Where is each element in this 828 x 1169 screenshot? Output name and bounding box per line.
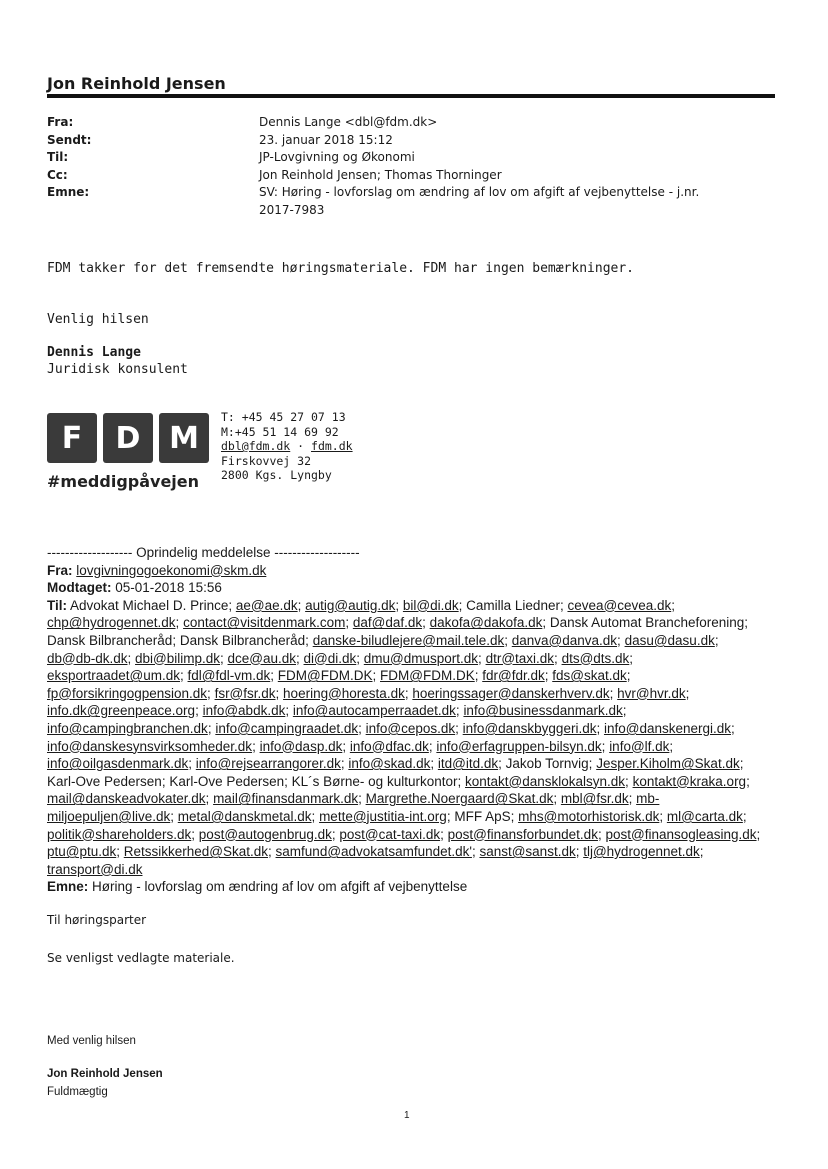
recipient-link[interactable]: info@danskesynsvirksomheder.dk <box>47 738 253 754</box>
recipient-link[interactable]: tlj@hydrogennet.dk <box>583 844 700 860</box>
recipient-link[interactable]: daf@daf.dk <box>352 615 423 631</box>
original-closing: Med venlig hilsen <box>47 1035 136 1047</box>
contact-web-link[interactable]: fdm.dk <box>311 439 353 453</box>
header-value: JP-Lovgivning og Økonomi <box>259 150 415 164</box>
recipient-link[interactable]: dbi@bilimp.dk <box>135 650 221 666</box>
recipient-link[interactable]: ae@ae.dk <box>235 597 298 613</box>
recipient-link[interactable]: danske-biludlejere@mail.tele.dk <box>312 632 505 648</box>
recipient-link[interactable]: dts@dts.dk <box>561 650 630 666</box>
recipient-name: Camilla Liedner <box>466 597 560 613</box>
recipient-link[interactable]: info@campingbranchen.dk <box>47 720 208 736</box>
original-subject-label: Emne: <box>47 879 89 895</box>
recipient-link[interactable]: mb-miljoepuljen@live.dk <box>47 791 660 824</box>
original-received-value: 05-01-2018 15:56 <box>115 580 222 596</box>
recipient-name: Dansk Bilbrancheråd <box>179 632 306 648</box>
original-message <box>47 544 769 896</box>
recipient-link[interactable]: info@autocamperraadet.dk <box>292 703 456 719</box>
recipient-name: Advokat Michael D. Prince <box>70 597 229 613</box>
subject-line-1: SV: Høring - lovforslag om ændring af lov om afgift af vejbenyttelse - j.nr. <box>259 185 700 199</box>
recipient-link[interactable]: contact@visitdenmark.com <box>183 615 346 631</box>
original-received-label: Modtaget: <box>47 580 112 596</box>
recipient-link[interactable]: fdl@fdl-vm.dk <box>187 668 271 684</box>
recipient-link[interactable]: info@lf.dk <box>609 738 670 754</box>
header-label: Sendt: <box>47 132 92 147</box>
original-salutation: Til høringsparter <box>47 913 147 927</box>
recipient-link[interactable]: info@businessdanmark.dk <box>463 703 623 719</box>
recipient-link[interactable]: kontakt@dansklokalsyn.dk <box>465 773 626 789</box>
email-header <box>47 114 767 219</box>
recipient-link[interactable]: post@cat-taxi.dk <box>339 826 441 842</box>
original-text: Se venligst vedlagte materiale. <box>47 951 235 965</box>
recipient-link[interactable]: info.dk@greenpeace.org <box>47 703 196 719</box>
recipient-link[interactable]: mail@danskeadvokater.dk <box>47 791 206 807</box>
header-label: Til: <box>47 150 69 164</box>
recipient-link[interactable]: info@dasp.dk <box>259 738 343 754</box>
recipient-link[interactable]: fp@forsikringogpension.dk <box>47 685 208 701</box>
recipient-link[interactable]: FDM@FDM.DK <box>277 668 373 684</box>
recipient-link[interactable]: fdr@fdr.dk <box>482 668 545 684</box>
recipient-name: Karl-Ove Pedersen <box>169 773 285 789</box>
header-row-subject <box>47 184 767 219</box>
original-from-label: Fra: <box>47 562 73 578</box>
original-to <box>47 597 769 879</box>
original-subject <box>47 878 769 896</box>
original-subject-value: Høring - lovforslag om ændring af lov om afgift af vejbenyttelse <box>92 879 468 895</box>
recipient-link[interactable]: hvr@hvr.dk <box>617 685 686 701</box>
contact-street: Firskovvej 32 <box>221 453 312 468</box>
header-value: 23. januar 2018 15:12 <box>259 132 393 147</box>
logo-letter: M <box>159 413 209 463</box>
recipient-link[interactable]: info@erfagruppen-bilsyn.dk <box>436 738 602 754</box>
recipient-link[interactable]: info@campingraadet.dk <box>215 720 359 736</box>
recipient-list: Advokat Michael D. Prince; ae@ae.dk; autig@autig.dk; bil@di.dk; Camilla Liedner; cevea@cevea.dk; chp@hydrogennet.dk; contact@visitdenmark.com; daf@daf.dk; dakofa@dakofa.dk; Dansk Automat Brancheforening; Dansk Bilbrancheråd; Dansk Bilbrancheråd; danske-biludlejere@mail.tele.dk; danva@danva.dk; dasu@dasu.dk; db@db-dk.dk; dbi@bilimp.dk; dce@au.dk; di@di.dk; dmu@dmusport.dk; dtr@taxi.dk; dts@dts.dk; eksportraadet@um.dk; fdl@fdl-vm.dk; FDM@FDM.DK; FDM@FDM.DK; fdr@fdr.dk; fds@skat.dk; fp@forsikringogpension.dk; fsr@fsr.dk; hoering@horesta.dk; hoeringssager@danskerhverv.dk; hvr@hvr.dk; info.dk@greenpeace.org; info@abdk.dk; info@autocamperraadet.dk; info@businessdanmark.dk; info@campingbranchen.dk; info@campingraadet.dk; info@cepos.dk; info@danskbyggeri.dk; info@danskenergi.dk; info@danskesynsvirksomheder.dk; info@dasp.dk; info@dfac.dk; info@erfagruppen-bilsyn.dk; info@lf.dk; info@oilgasdenmark.dk; info@rejsearrangorer.dk; info@skad.dk; itd@itd.dk; Jakob Tornvig; Jesper.Kiholm@Skat.dk; Karl-Ove Pedersen; Karl-Ove Pedersen; KL´s Børne- og kulturkontor; kontakt@dansklokalsyn.dk; kontakt@kraka.org; mail@danskeadvokater.dk; mail@finansdanmark.dk; Margrethe.Noergaard@Skat.dk; mbl@fsr.dk; mb-miljoepuljen@live.dk; metal@danskmetal.dk; mette@justitia-int.org; MFF ApS; mhs@motorhistorisk.dk; ml@carta.dk; politik@shareholders.dk; post@autogenbrug.dk; post@cat-taxi.dk; post@finansforbundet.dk; post@finansogleasing.dk; ptu@ptu.dk; Retssikkerhed@Skat.dk; samfund@advokatsamfundet.dk'; sanst@sanst.dk; tlj@hydrogennet.dk; transport@di.dk <box>47 597 761 877</box>
reply-greeting: Venlig hilsen <box>47 312 149 327</box>
recipient-link[interactable]: dasu@dasu.dk <box>624 632 715 648</box>
recipient-link[interactable]: db@db-dk.dk <box>47 650 128 666</box>
sender-title: Juridisk konsulent <box>47 362 188 377</box>
original-received <box>47 579 769 597</box>
recipient-link[interactable]: Margrethe.Noergaard@Skat.dk <box>365 791 554 807</box>
header-row-to <box>47 149 767 167</box>
recipient-link[interactable]: mbl@fsr.dk <box>560 791 629 807</box>
recipient-link[interactable]: info@danskbyggeri.dk <box>462 720 597 736</box>
recipient-link[interactable]: ptu@ptu.dk <box>47 844 117 860</box>
recipient-link[interactable]: sanst@sanst.dk <box>479 844 576 860</box>
header-row-cc <box>47 167 767 185</box>
recipient-link[interactable]: mette@justitia-int.org <box>319 808 447 824</box>
recipient-name: Dansk Bilbrancheråd <box>47 632 173 648</box>
recipient-link[interactable]: dce@au.dk <box>227 650 297 666</box>
recipient-link[interactable]: kontakt@kraka.org <box>632 773 747 789</box>
header-label: Fra: <box>47 115 74 129</box>
recipient-link[interactable]: danva@danva.dk <box>511 632 618 648</box>
recipient-link[interactable]: fds@skat.dk <box>552 668 627 684</box>
recipient-link[interactable]: info@skad.dk <box>348 756 431 772</box>
recipient-name: KL´s Børne- og kulturkontor <box>291 773 458 789</box>
contact-block <box>221 410 353 483</box>
recipient-name: Jakob Tornvig <box>505 756 589 772</box>
sender-name: Dennis Lange <box>47 345 141 360</box>
original-name: Jon Reinhold Jensen <box>47 1068 163 1080</box>
original-from-link[interactable]: lovgivningogoekonomi@skm.dk <box>76 562 267 578</box>
recipient-name: Dansk Automat Brancheforening <box>549 615 745 631</box>
recipient-link[interactable]: ml@carta.dk <box>666 808 743 824</box>
recipient-link[interactable]: mhs@motorhistorisk.dk <box>518 808 660 824</box>
recipient-link[interactable]: eksportraadet@um.dk <box>47 668 181 684</box>
recipient-link[interactable]: autig@autig.dk <box>305 597 396 613</box>
recipient-link[interactable]: info@cepos.dk <box>365 720 456 736</box>
contact-mobile: M:+45 51 14 69 92 <box>221 424 339 439</box>
recipient-link[interactable]: di@di.dk <box>303 650 357 666</box>
recipient-link[interactable]: Retssikkerhed@Skat.dk <box>123 844 269 860</box>
recipient-link[interactable]: metal@danskmetal.dk <box>177 808 312 824</box>
header-row-sent <box>47 132 767 150</box>
contact-links <box>221 439 353 454</box>
recipient-link[interactable]: info@dfac.dk <box>349 738 429 754</box>
header-label: Cc: <box>47 167 68 182</box>
recipient-link[interactable]: info@danskenergi.dk <box>603 720 731 736</box>
recipient-link[interactable]: bil@di.dk <box>402 597 459 613</box>
recipient-link[interactable]: itd@itd.dk <box>437 756 499 772</box>
original-to-label: Til: <box>47 597 67 613</box>
recipient-link[interactable]: post@autogenbrug.dk <box>198 826 332 842</box>
recipient-link[interactable]: info@oilgasdenmark.dk <box>47 756 189 772</box>
recipient-link[interactable]: hoeringssager@danskerhverv.dk <box>412 685 610 701</box>
recipient-link[interactable]: info@rejsearrangorer.dk <box>195 756 341 772</box>
recipient-link[interactable]: samfund@advokatsamfundet.dk' <box>275 844 472 860</box>
recipient-link[interactable]: post@finansogleasing.dk <box>605 826 757 842</box>
recipient-link[interactable]: cevea@cevea.dk <box>567 597 672 613</box>
recipient-link[interactable]: dtr@taxi.dk <box>485 650 555 666</box>
header-value: Dennis Lange <dbl@fdm.dk> <box>259 115 438 129</box>
recipient-link[interactable]: mail@finansdanmark.dk <box>213 791 359 807</box>
recipient-link[interactable]: transport@di.dk <box>47 861 143 877</box>
recipient-link[interactable]: chp@hydrogennet.dk <box>47 615 176 631</box>
recipient-link[interactable]: Jesper.Kiholm@Skat.dk <box>596 756 740 772</box>
title-rule <box>47 94 775 98</box>
recipient-link[interactable]: FDM@FDM.DK <box>380 668 475 684</box>
recipient-link[interactable]: politik@shareholders.dk <box>47 826 192 842</box>
fdm-logo <box>47 413 209 463</box>
logo-letter: D <box>103 413 153 463</box>
contact-email-link[interactable]: dbl@fdm.dk <box>221 439 291 453</box>
original-from <box>47 562 769 580</box>
contact-phone: T: +45 45 27 07 13 <box>221 410 346 424</box>
recipient-name: Karl-Ove Pedersen <box>47 773 162 789</box>
subject-line-2: 2017-7983 <box>259 202 325 217</box>
reply-body: FDM takker for det fremsendte høringsmateriale. FDM har ingen bemærkninger. <box>47 261 634 276</box>
recipient-name: MFF ApS <box>454 808 511 824</box>
recipient-link[interactable]: hoering@horesta.dk <box>283 685 405 701</box>
original-separator: ------------------- Oprindelig meddelelse ------------------- <box>47 545 360 560</box>
header-row-from <box>47 114 767 132</box>
recipient-link[interactable]: dmu@dmusport.dk <box>363 650 479 666</box>
contact-city: 2800 Kgs. Lyngby <box>221 468 332 482</box>
contact-separator: · <box>290 439 312 453</box>
logo-hashtag: #meddigpåvejen <box>47 472 200 491</box>
recipient-link[interactable]: post@finansforbundet.dk <box>447 826 598 842</box>
logo-letter: F <box>47 413 97 463</box>
recipient-link[interactable]: dakofa@dakofa.dk <box>429 615 543 631</box>
header-value: Jon Reinhold Jensen; Thomas Thorninger <box>259 167 502 182</box>
document-title: Jon Reinhold Jensen <box>47 74 226 93</box>
original-role: Fuldmægtig <box>47 1086 108 1098</box>
recipient-link[interactable]: fsr@fsr.dk <box>214 685 276 701</box>
header-value <box>259 184 767 219</box>
recipient-link[interactable]: info@abdk.dk <box>202 703 286 719</box>
header-label: Emne: <box>47 185 90 199</box>
page-number: 1 <box>404 1110 410 1121</box>
